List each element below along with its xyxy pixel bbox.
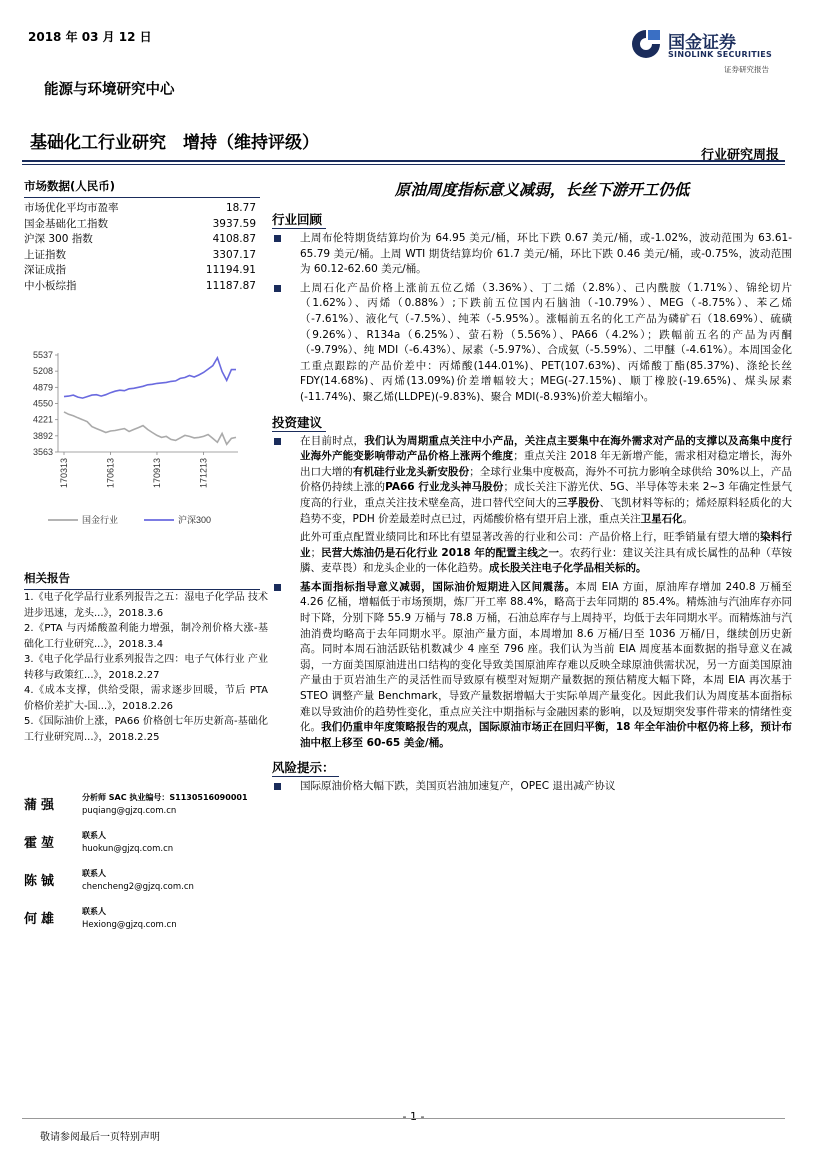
y-tick-label: 4550: [32, 398, 53, 409]
research-center: 能源与环境研究中心: [44, 81, 175, 98]
risk-paragraph: 国际原油价格大幅下跌，美国页岩油加速复产，OPEC 退出减产协议: [272, 779, 792, 795]
analyst-entry: [24, 904, 268, 942]
market-data-title: 市场数据(人民币): [24, 178, 260, 198]
market-row: [24, 201, 260, 217]
market-row-value: 11194.91: [205, 264, 256, 277]
analyst-list: [24, 790, 268, 942]
analyst-email[interactable]: Hexiong@gjzq.com.cn: [82, 920, 177, 930]
related-report-item[interactable]: 4.《成本支撑，供给受限，需求逐步回暖，节后 PTA 价格价差扩大-国...》，2018.2.26: [24, 685, 268, 712]
market-row-label: 中小板综指: [24, 279, 77, 292]
analyst-role: 联系人: [82, 831, 106, 840]
market-row-value: 3937.59: [212, 217, 256, 230]
bullet-square-icon: [274, 235, 281, 242]
market-row: [24, 217, 260, 233]
analyst-role: 联系人: [82, 869, 106, 878]
series-line-hs300: [64, 358, 236, 398]
market-row-value: 11187.87: [205, 279, 256, 292]
related-report-item[interactable]: 5.《国际油价上涨，PA66 价格创七年历史新高-基础化工行业研究周...》，2018.2.25: [24, 716, 268, 743]
analyst-role: 联系人: [82, 907, 106, 916]
y-tick-label: 4879: [32, 382, 53, 393]
x-tick-label: 170913: [151, 458, 162, 489]
footer-divider: [22, 1118, 785, 1119]
market-row-label: 深证成指: [24, 264, 66, 277]
bullet-square-icon: [274, 584, 281, 591]
advice-paragraph-focus: 在目前时点，我们认为周期重点关注中小产品，关注点主要集中在海外需求对产品的支撑以及高集中度行业海外产能变影响带动产品价格上涨两个维度；重点关注 2018 年无新增产能，需求相对稳定增长，海外出口大增的有机硅行业龙头新安股份；全球行业集中度极高，海外不可抗力影响全球供给 30%以上，产品价格仍持续上涨的PA66 行业龙头神马股份；成长关注下游光伏、5G、半导体等未来 2~3 年确定性景气度高的行业，重点关注技术壁垒高，进口替代空间大的三孚股份、飞凯材料等标的；烯烃原料轻质化的大趋势不变，PDH 价差最差时点已过，丙烯酸价格有望开启上涨，重点关注卫星石化。: [272, 434, 792, 528]
y-tick-label: 4221: [32, 414, 53, 425]
industry-title: 基础化工行业研究 增持（维持评级）: [30, 133, 319, 153]
market-row: [24, 248, 260, 264]
analyst-name: 陈铖: [24, 874, 59, 889]
analyst-name: 霍堃: [24, 836, 59, 851]
market-row-label: 沪深 300 指数: [24, 233, 93, 246]
analyst-role: 分析师 SAC 执业编号：S1130516090001: [82, 793, 248, 802]
disclaimer: 敬请参阅最后一页特别声明: [40, 1132, 160, 1143]
x-tick-label: 170313: [59, 458, 69, 489]
bullet-square-icon: [274, 438, 281, 445]
analyst-entry: [24, 828, 268, 866]
legend-label: 沪深300: [178, 515, 212, 525]
x-tick-label: 170613: [105, 458, 116, 489]
market-row-label: 国金基础化工指数: [24, 217, 108, 230]
x-tick-label: 171213: [198, 458, 209, 489]
related-reports-list: [24, 590, 268, 745]
y-tick-label: 5537: [32, 350, 53, 360]
analyst-email[interactable]: puqiang@gjzq.com.cn: [82, 806, 177, 816]
related-report-item[interactable]: 3.《电子化学品行业系列报告之四：电子气体行业 产业转移与政策红...》，2018.2.27: [24, 654, 268, 681]
page-number: - 1 -: [402, 1110, 425, 1123]
analyst-email[interactable]: huokun@gjzq.com.cn: [82, 844, 174, 854]
analyst-entry: [24, 790, 268, 828]
analyst-name: 蒲强: [24, 798, 59, 813]
report-title: 原油周度指标意义减弱，长丝下游开工仍低: [394, 180, 690, 199]
market-row-label: 上证指数: [24, 248, 66, 261]
legend-label: 国金行业: [82, 515, 119, 525]
related-reports-title: 相关报告: [24, 570, 260, 590]
advice-paragraph-oil: 基本面指标指导意义减弱，国际油价短期进入区间震荡。本周 EIA 方面，原油库存增加 240.8 万桶至 4.26 亿桶，增幅低于市场预期，炼厂开工率 88.4%，略高于去年同期的 85.4%。精炼油与汽油库存亦同时下降，分别下降 55.9 万桶与 78.8 万桶，石油总库存与上周持平，均低于去年同期水平。而精炼油与汽油消费均略高于去年同期水平。原油产量方面，本周增加 8.6 万桶/日至 1036 万桶/日，继续创历史新高。同时本周石油活跃钻机数减少 4 座至 796 座。我们认为当前 EIA 周度基本面数据的指导意义在减弱，一方面美国原油进出口结构的变化导致美国原油库存难以反映全球原油供需状况，另一方面美国原油产量由于页岩油生产的灵活性而导致原有模型对短期产量数据的预估精度大幅下降，本周 EIA 再次基于 STEO 调整产量 Benchmark，导致产量数据增幅大于实际单周产量变化。因此我们认为周度基本面指标难以导致油价的趋势性变化，重点应关注中期指标与金融因素的影响，以及短期突发事件带来的情绪性变化。我们仍重申年度策略报告的观点，国际原油市场正在回归平衡，18 年全年油价中枢仍将上移，预计布油中枢上移至 60-65 美金/桶。: [272, 580, 792, 752]
market-row: [24, 279, 260, 295]
review-paragraph-chemicals: 上周石化产品价格上涨前五位乙烯（3.36%）、丁二烯（2.8%）、己内酰胺（1.71%）、锦纶切片（1.62%）、丙烯（0.88%）;下跌前五位国内石脑油（-10.79%）、MEG（-8.75%）、苯乙烯（-7.61%）、液化气（-7.5%）、纯苯（-5.95%）。涨幅前五名的化工产品为磷矿石（18.69%）、硫磺（9.26%）、R134a（6.25%）、萤石粉（5.56%）、PA66（4.2%）；跌幅前五名的产品为丙酮（-9.79%）、纯 MDI（-6.43%）、尿素（-5.97%）、合成氨（-5.59%）、二甲醚（-4.61%）。本周国金化工重点跟踪的产品价差中：丙烯酸(144.01%)、PET(107.63%)、丙烯酸丁酯(85.37%)、涤纶长丝 FDY(14.68%)、丙烯(13.09%)价差增幅较大；MEG(-27.15%)、顺丁橡胶(-19.65%)、煤头尿素(-11.74%)、聚乙烯(LLDPE)(-9.83%)、聚合 MDI(-8.93%)价差大幅缩小。: [272, 281, 792, 406]
logo-sub-text: 证券研究报告: [724, 65, 769, 74]
market-row: [24, 263, 260, 279]
bullet-square-icon: [274, 285, 281, 292]
y-tick-label: 3892: [32, 430, 53, 441]
review-paragraph-oil: 上周布伦特期货结算均价为 64.95 美元/桶，环比下跌 0.67 美元/桶，或-1.02%，波动范围为 63.61-65.79 美元/桶。上周 WTI 期货结算均价 61.7 美元/桶，环比下跌 0.46 美元/桶，或-0.75%，波动范围为 60.12-62.60 美元/桶。: [272, 231, 792, 278]
bullet-square-icon: [274, 783, 281, 790]
logo-cn-text: 国金证券: [668, 33, 736, 53]
market-row-value: 3307.17: [212, 248, 256, 261]
analyst-entry: [24, 866, 268, 904]
header-divider: [22, 160, 785, 162]
market-data-panel: [24, 178, 260, 295]
related-report-item[interactable]: 2.《PTA 与丙烯酸盈利能力增强，制冷剂价格大涨-基础化工行业研究...》，2018.3.4: [24, 623, 268, 650]
report-type: 行业研究周报: [700, 148, 779, 163]
market-row-label: 市场优化平均市盈率: [24, 202, 119, 214]
market-data-list: [24, 201, 260, 295]
y-tick-label: 5208: [32, 366, 53, 377]
report-date: 2018 年 03 月 12 日: [28, 30, 152, 44]
company-logo: [628, 24, 788, 84]
series-line-industry: [64, 412, 236, 444]
market-row-value: 18.77: [225, 202, 256, 214]
analyst-email[interactable]: chencheng2@gjzq.com.cn: [82, 882, 194, 892]
index-chart: [24, 345, 260, 535]
market-row: [24, 232, 260, 248]
logo-en-text: SINOLINK SECURITIES: [668, 50, 773, 59]
analyst-name: 何雄: [24, 912, 59, 927]
main-content: [272, 178, 792, 798]
logo-mark-icon: [628, 26, 664, 66]
section-industry-review: 行业回顾: [272, 210, 326, 229]
related-report-item[interactable]: 1.《电子化学品行业系列报告之五：湿电子化学品 技术进步迅速，龙头...》，2018.3.6: [24, 592, 268, 619]
advice-paragraph-extra: 此外可重点配置业绩同比和环比有望显著改善的行业和公司：产品价格上行，旺季销量有望大增的染料行业；民营大炼油仍是石化行业 2018 年的配置主线之一。农药行业：建议关注具有成长属性的品种（草铵膦、麦草畏）和龙头企业的一体化趋势。成长股关注电子化学品相关标的。: [300, 531, 793, 575]
y-tick-label: 3563: [32, 447, 53, 457]
section-risk-warning: 风险提示：: [272, 758, 339, 777]
index-chart-svg: [24, 345, 260, 535]
header-divider-thin: [22, 164, 785, 165]
market-row-value: 4108.87: [212, 233, 256, 246]
section-investment-advice: 投资建议: [272, 413, 326, 432]
